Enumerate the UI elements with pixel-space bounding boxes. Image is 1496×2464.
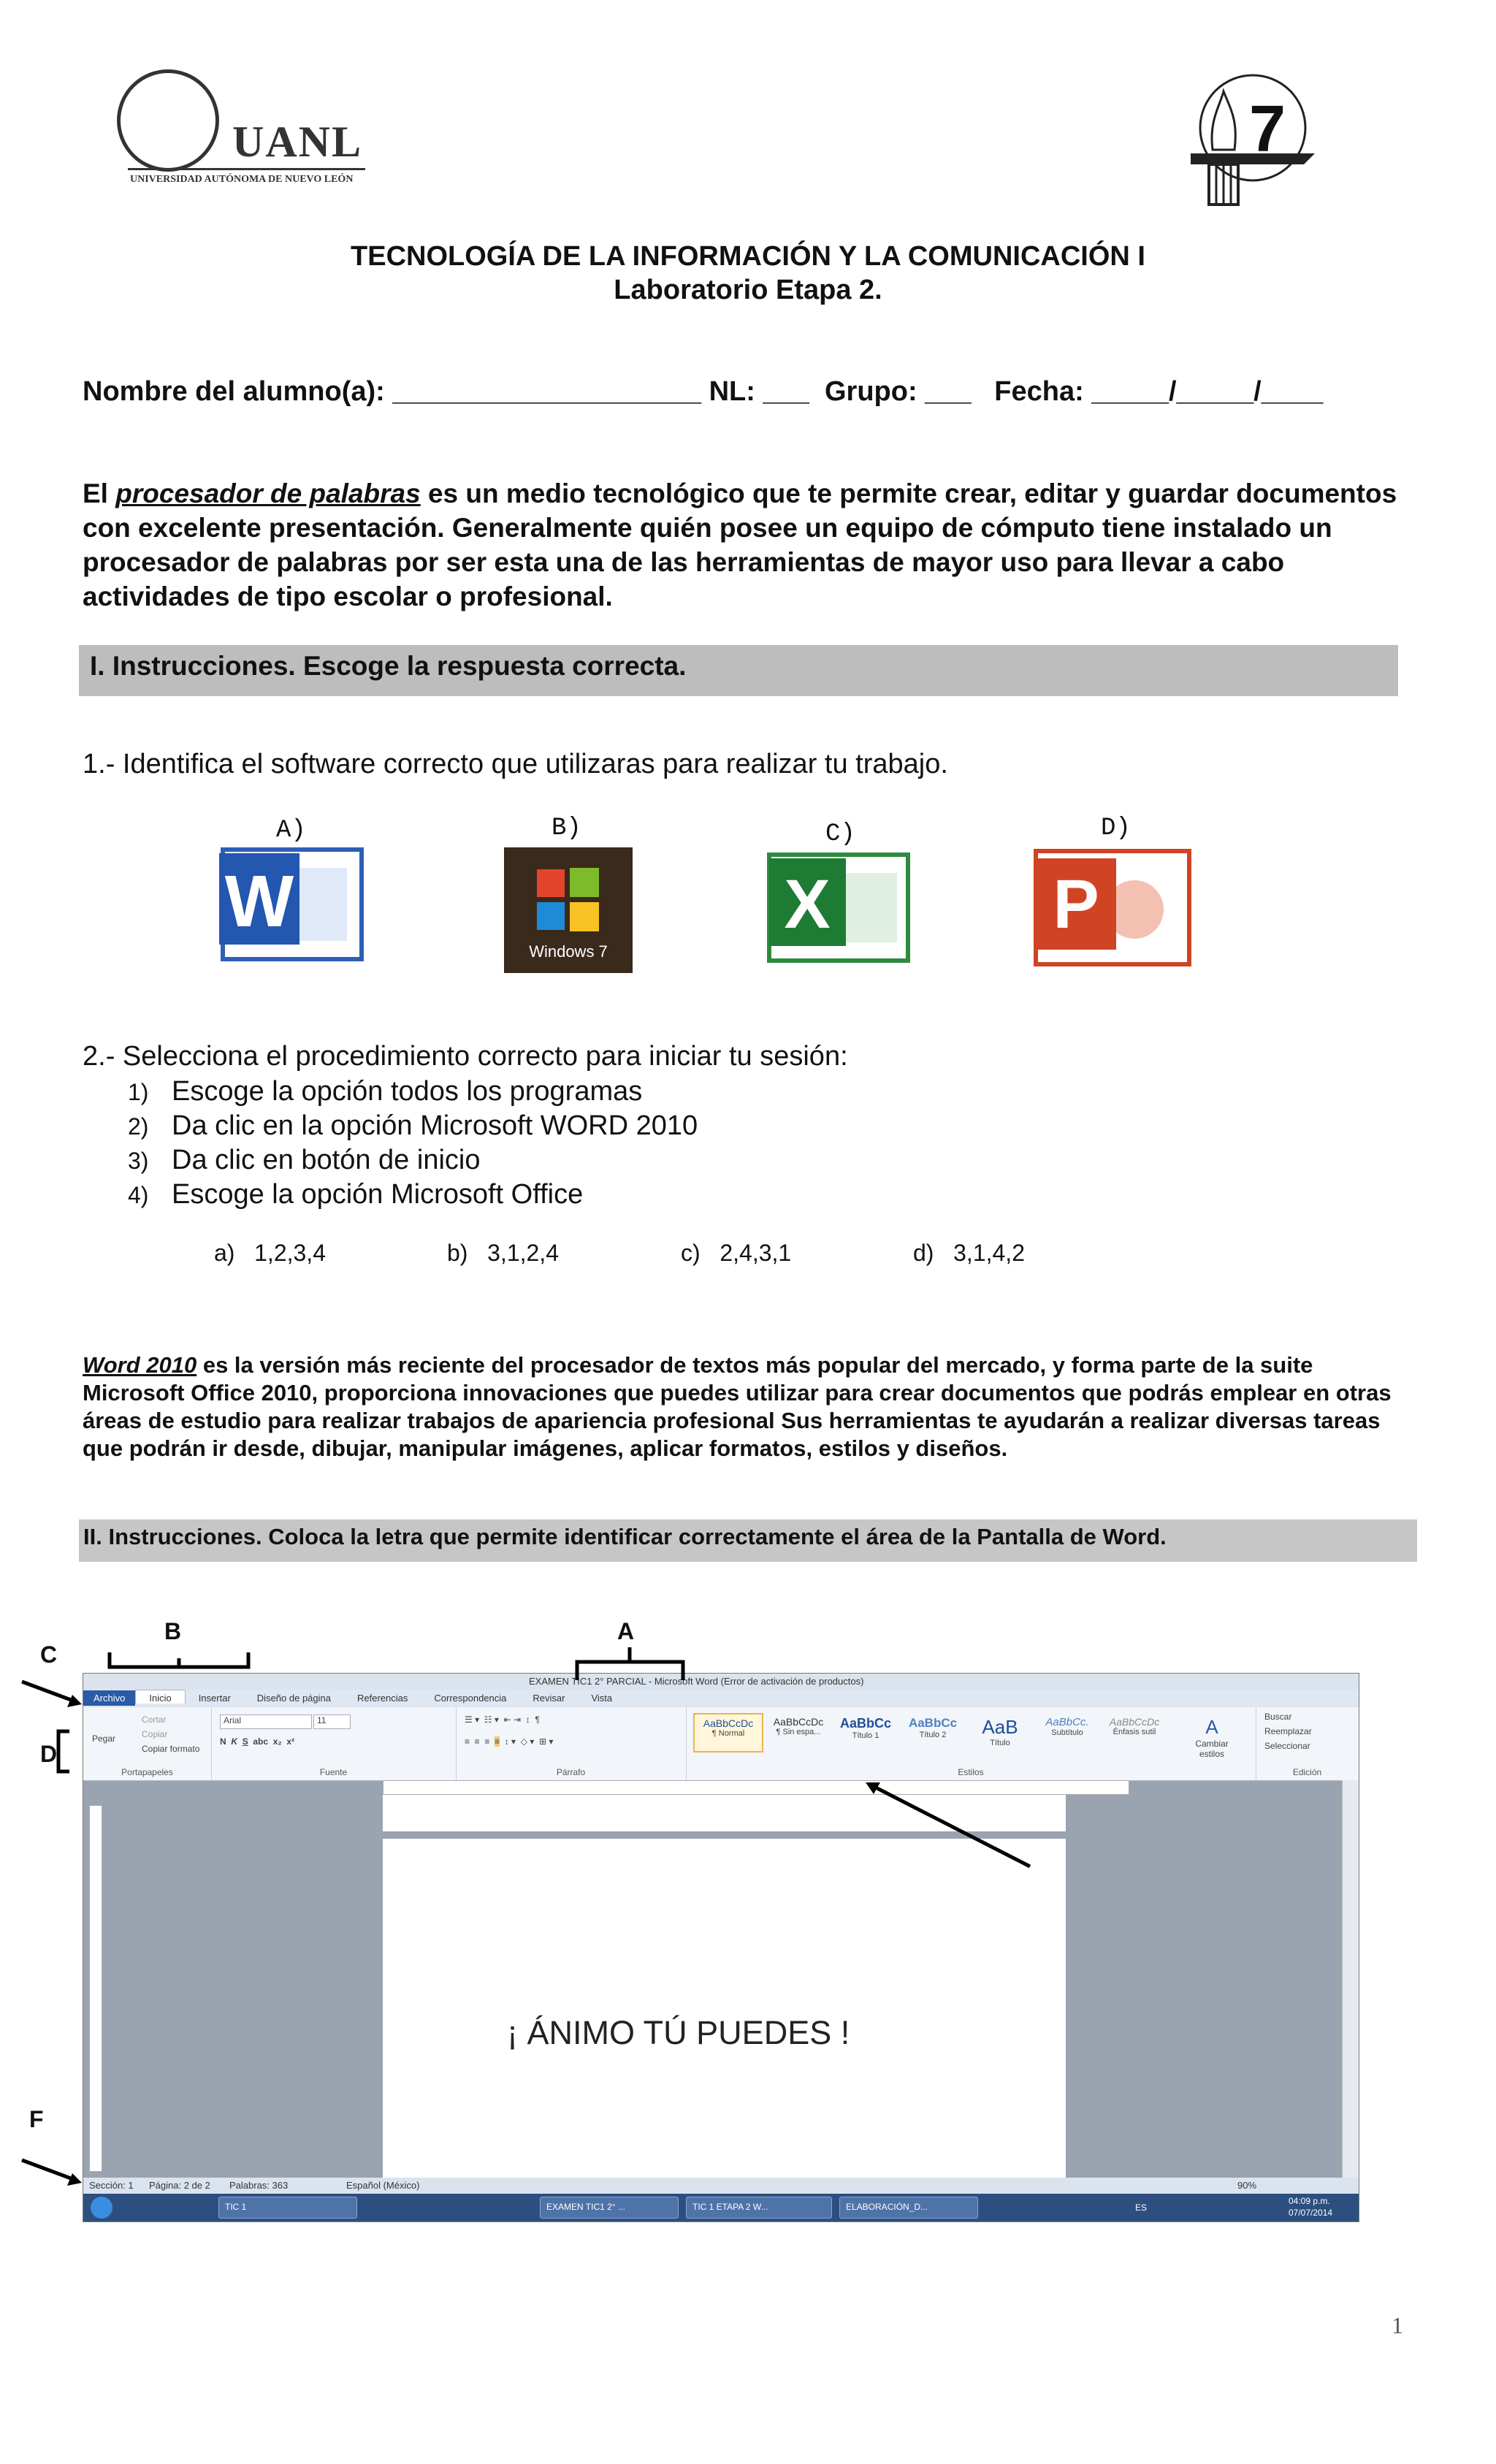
step-text: Da clic en botón de inicio [172,1145,481,1175]
tab-diseno[interactable]: Diseño de página [256,1693,331,1704]
taskbar-item[interactable]: TIC 1 [218,2197,357,2219]
page-number: 1 [1392,2312,1403,2338]
copy-button[interactable]: Copiar [142,1729,168,1739]
format-buttons[interactable]: N K S abc x₂ x² [220,1736,295,1747]
status-language: Español (México) [346,2180,420,2191]
tab-insertar[interactable]: Insertar [198,1693,231,1704]
intro-after: es un medio tecnológico que te permite crear, editar y guardar documentos con excelente presentación. Generalmente quién posee un equipo de cómputo tiene instalado un procesador de palabras por ser esta una de las herramientas de mayor uso para llevar a cabo actividades de tipo escolar o profesional. [83,478,1397,611]
group-label: Edición [1292,1767,1322,1777]
taskbar-item[interactable]: EXAMEN TIC1 2° ... [540,2197,679,2219]
step-text: Da clic en la opción Microsoft WORD 2010 [172,1110,698,1141]
style-heading2[interactable]: AaBbCc Título 2 [908,1716,958,1739]
font-name-select[interactable]: Arial [220,1714,312,1729]
answer-option: c) 2,4,3,1 [681,1240,792,1266]
tab-revisar[interactable]: Revisar [533,1693,565,1704]
group-label: Estilos [958,1767,984,1777]
option-b-label: B) [552,815,581,842]
windows7-text: Windows 7 [529,942,608,961]
status-words: Palabras: 363 [229,2180,289,2191]
group-label: Fuente [319,1767,348,1777]
intro-before: El [83,478,116,508]
tab-correspondencia[interactable]: Correspondencia [434,1693,507,1704]
list-buttons[interactable]: ☰ ▾ ☷ ▾ ⇤ ⇥ ↕ ¶ [465,1714,540,1725]
answer-option: a) 1,2,3,4 [214,1240,326,1266]
tab-archivo[interactable]: Archivo [83,1690,135,1706]
answer-option: b) 3,1,2,4 [447,1240,559,1266]
answer-option: d) 3,1,4,2 [913,1240,1025,1266]
align-buttons[interactable]: ≡ ≡ ≡ ≡ ↕ ▾ ◇ ▾ ⊞ ▾ [465,1736,554,1747]
school-logo-number: 7 [1249,93,1286,166]
intro-term: procesador de palabras [115,478,421,508]
svg-text:W: W [224,861,294,942]
format-painter-button[interactable]: Copiar formato [142,1744,200,1754]
clock-date: 07/07/2014 [1289,2208,1333,2218]
tab-referencias[interactable]: Referencias [357,1693,408,1704]
label-d: D [40,1741,58,1767]
student-form-line: Nombre del alumno(a): ____________________ NL: ___ Grupo: ___ Fecha: _____/_____/____ [83,376,1324,407]
document-subtitle: Laboratorio Etapa 2. [614,275,882,305]
section2-heading: II. Instrucciones. Coloca la letra que permite identificar correctamente el área de la Pantalla de Word. [83,1524,1167,1549]
cut-button[interactable]: Cortar [142,1714,167,1725]
step-number: 4) [128,1182,149,1208]
status-section: Sección: 1 [89,2180,134,2191]
section1-heading: I. Instrucciones. Escoge la respuesta correcta. [90,651,687,681]
style-subtle-emphasis[interactable]: AaBbCcDc Énfasis sutil [1109,1716,1160,1736]
group-label: Portapapeles [121,1767,173,1777]
find-button[interactable]: Buscar [1264,1712,1292,1722]
option-a-label: A) [276,817,306,844]
option-c-label: C) [825,820,855,848]
step-text: Escoge la opción Microsoft Office [172,1179,584,1210]
label-f: F [29,2106,44,2132]
change-styles-icon: A [1205,1716,1218,1738]
tab-inicio[interactable]: Inicio [135,1690,185,1704]
replace-button[interactable]: Reemplazar [1264,1726,1312,1736]
question2-text: 2.- Selecciona el procedimiento correcto para iniciar tu sesión: [83,1041,848,1072]
word2010-term: Word 2010 [83,1352,197,1378]
svg-text:X: X [784,866,831,943]
language-indicator[interactable]: ES [1135,2202,1148,2213]
document-title: TECNOLOGÍA DE LA INFORMACIÓN Y LA COMUNICACIÓN I [351,241,1145,272]
university-name: UNIVERSIDAD AUTÓNOMA DE NUEVO LEÓN [130,174,354,185]
style-heading1[interactable]: AaBbCc Título 1 [839,1716,891,1740]
label-b: B [164,1618,182,1644]
style-no-spacing[interactable]: AaBbCcDc ¶ Sin espa... [773,1716,824,1736]
group-label: Párrafo [556,1767,586,1777]
font-size-select[interactable]: 11 [313,1714,351,1729]
zoom-level: 90% [1237,2180,1257,2191]
uanl-logo-text: UANL [232,118,363,166]
taskbar-item[interactable]: ELABORACIÓN_D... [839,2197,978,2219]
step-number: 1) [128,1079,149,1105]
style-subtitle[interactable]: AaBbCc. Subtítulo [1045,1716,1089,1737]
paste-button[interactable]: Pegar [92,1733,116,1744]
step-number: 3) [128,1148,149,1174]
style-normal[interactable]: AaBbCcDc ¶ Normal [693,1713,763,1752]
label-c: C [40,1641,58,1668]
change-styles-button[interactable]: A Cambiar estilos [1195,1716,1229,1759]
step-text: Escoge la opción todos los programas [172,1076,643,1107]
step-number: 2) [128,1113,149,1140]
label-a: A [617,1618,635,1644]
style-title[interactable]: AaB Título [982,1716,1018,1747]
question1-text: 1.- Identifica el software correcto que utilizaras para realizar tu trabajo. [83,749,948,779]
clock-time: 04:09 p.m. [1289,2196,1330,2206]
option-d-label: D) [1101,815,1131,842]
taskbar-item[interactable]: TIC 1 ETAPA 2 W... [686,2197,832,2219]
word-window-title: EXAMEN TIC1 2° PARCIAL - Microsoft Word (Error de activación de productos) [529,1676,864,1687]
word2010-text: es la versión más reciente del procesador de textos más popular del mercado, y forma parte de la suite Microsoft Office 2010, proporciona innovaciones que puedes utilizar para crear documentos que podrás emplear en otras áreas de estudio para realizar trabajos de apariencia profesional Sus herramientas te ayudarán a realizar diversas tareas que podrán ir desde, dibujar, manipular imágenes, aplicar formatos, estilos y diseños. [83,1352,1392,1461]
status-page: Página: 2 de 2 [149,2180,210,2191]
tab-vista[interactable]: Vista [591,1693,613,1704]
svg-text:P: P [1053,866,1099,943]
select-button[interactable]: Seleccionar [1264,1741,1310,1751]
document-text: ¡ ÁNIMO TÚ PUEDES ! [507,2014,850,2051]
